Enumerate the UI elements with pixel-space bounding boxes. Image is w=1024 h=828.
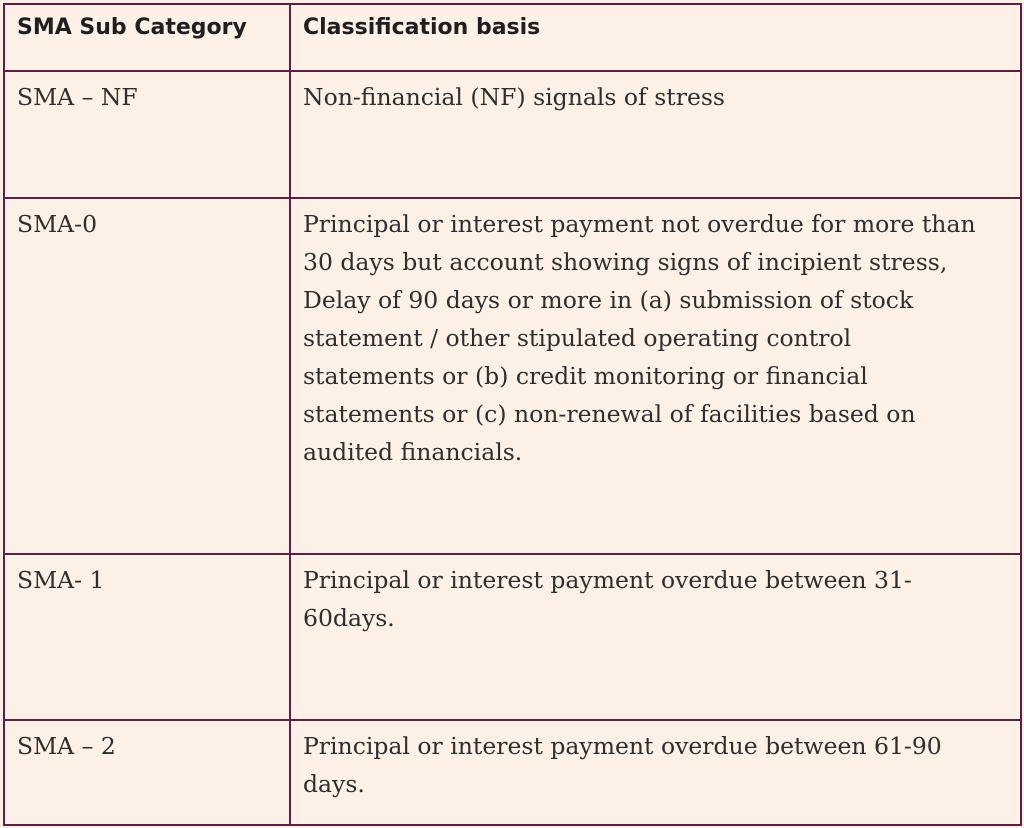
table-row <box>4 720 1021 825</box>
table-row <box>4 198 1021 554</box>
sub-category-cell: SMA – 2 <box>4 720 290 825</box>
header-sub-category: SMA Sub Category <box>4 4 290 71</box>
sma-classification-table <box>3 3 1022 826</box>
table-header <box>4 4 1021 71</box>
table-row <box>4 554 1021 720</box>
classification-basis-cell: Non-financial (NF) signals of stress <box>290 71 1021 198</box>
table-row <box>4 71 1021 198</box>
table-body <box>4 71 1021 825</box>
header-row <box>4 4 1021 71</box>
classification-basis-cell: Principal or interest payment overdue between 61-90 days. <box>290 720 1021 825</box>
sub-category-cell: SMA – NF <box>4 71 290 198</box>
header-classification-basis: Classification basis <box>290 4 1021 71</box>
classification-basis-cell: Principal or interest payment not overdue for more than 30 days but account showing signs of incipient stress, Delay of 90 days or more in (a) submission of stock statement / other stipulated operating control statements or (b) credit monitoring or financial statements or (c) non-renewal of facilities based on audited financials. <box>290 198 1021 554</box>
sub-category-cell: SMA- 1 <box>4 554 290 720</box>
sub-category-cell: SMA-0 <box>4 198 290 554</box>
classification-basis-cell: Principal or interest payment overdue between 31-60days. <box>290 554 1021 720</box>
